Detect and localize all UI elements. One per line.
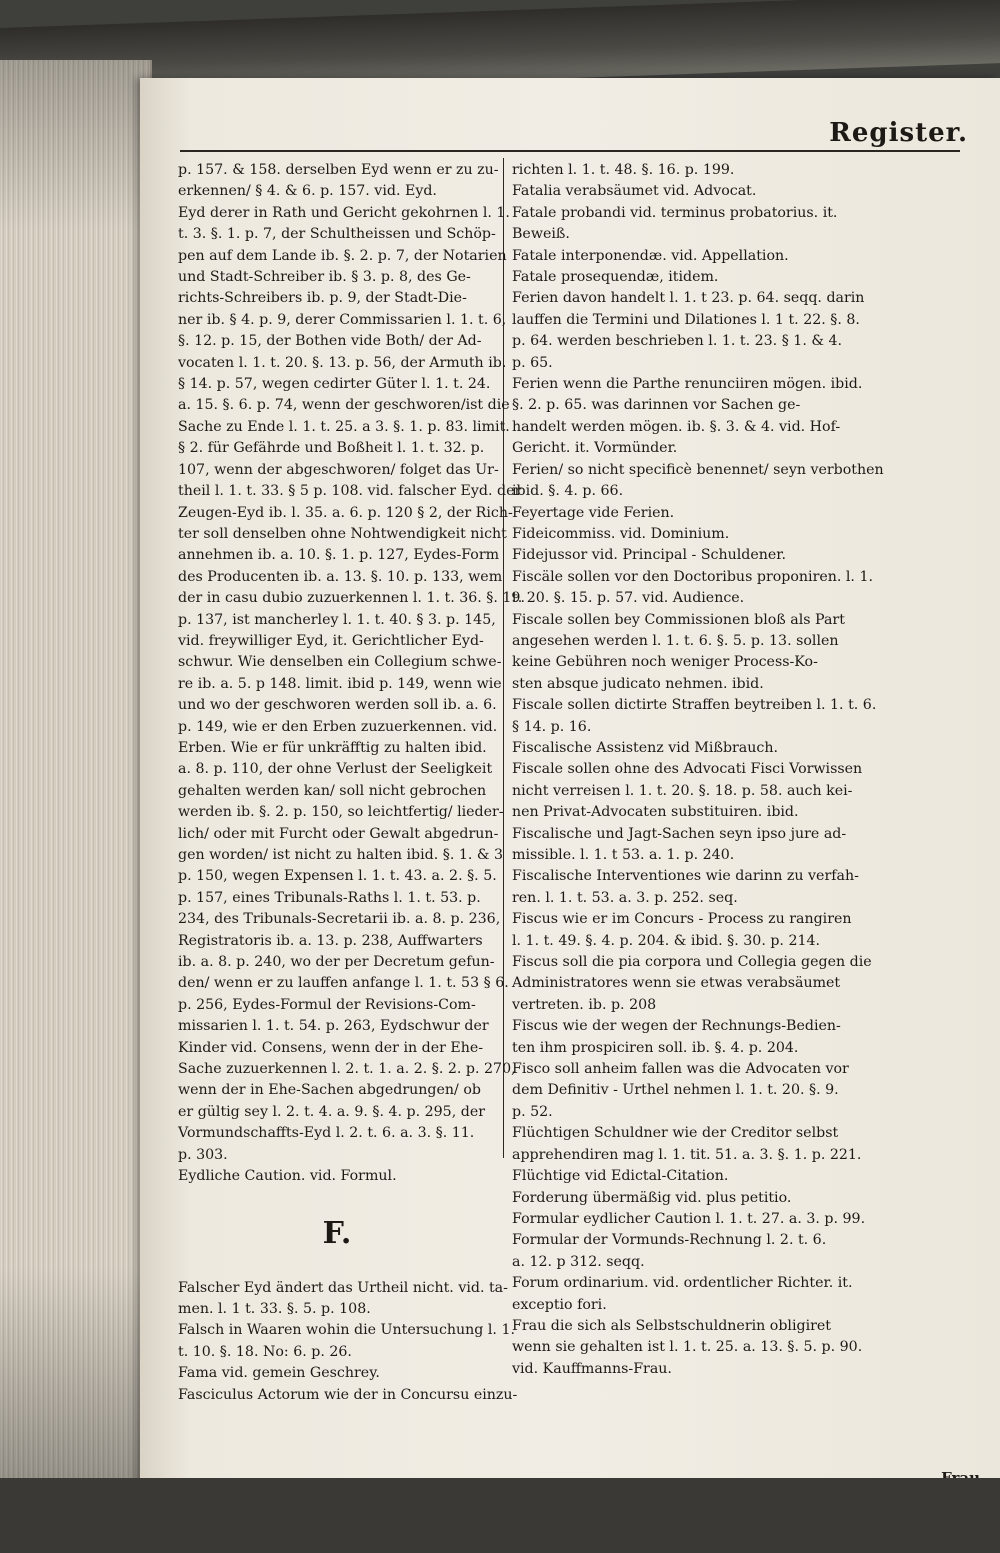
index-line: a. 8. p. 110, der ohne Verlust der Seeligkeit bbox=[178, 761, 493, 778]
index-line: Fatalia verabsäumet vid. Advocat. bbox=[512, 183, 757, 200]
index-line: theil l. 1. t. 33. § 5 p. 108. vid. falscher Eyd. der bbox=[178, 483, 522, 500]
index-line: Formular der Vormunds-Rechnung l. 2. t. 6. bbox=[512, 1232, 827, 1249]
index-line: p. 149, wie er den Erben zuzuerkennen. vid. bbox=[178, 718, 498, 735]
index-line: 107, wenn der abgeschworen/ folget das Ur- bbox=[178, 461, 499, 478]
index-line: gehalten werden kan/ soll nicht gebrochen bbox=[178, 782, 487, 799]
index-line: und wo der geschworen werden soll ib. a. 6. bbox=[178, 697, 497, 714]
header-rule bbox=[180, 150, 960, 152]
index-line: a. 15. §. 6. p. 74, wenn der geschworen/ist die bbox=[178, 397, 510, 414]
index-line: Fasciculus Actorum wie der in Concursu einzu- bbox=[178, 1386, 518, 1403]
index-line: t. 3. §. 1. p. 7, der Schultheissen und Schöp- bbox=[178, 226, 496, 243]
page-header: Register. bbox=[829, 118, 968, 148]
left-column-entries bbox=[178, 160, 525, 1188]
index-line: Beweiß. bbox=[512, 226, 570, 243]
index-line: ibid. §. 4. p. 66. bbox=[512, 483, 624, 500]
index-line: nicht verreisen l. 1. t. 20. §. 18. p. 58. auch kei- bbox=[512, 782, 853, 799]
index-line: 234, des Tribunals-Secretarii ib. a. 8. p. 236, bbox=[178, 911, 501, 928]
index-line: des Producenten ib. a. 13. §. 10. p. 133, wem bbox=[178, 568, 503, 585]
index-line: Fiscale sollen ohne des Advocati Fisci Vorwissen bbox=[512, 761, 863, 778]
index-line: wenn sie gehalten ist l. 1. t. 25. a. 13. §. 5. p. 90. bbox=[512, 1339, 863, 1356]
index-line: vid. Kauffmanns-Frau. bbox=[512, 1360, 672, 1377]
index-line: der in casu dubio zuzuerkennen l. 1. t. 36. §. 19. bbox=[178, 590, 525, 607]
column-divider bbox=[503, 158, 504, 1158]
index-line: keine Gebühren noch weniger Process-Ko- bbox=[512, 654, 818, 671]
index-line: Ferien davon handelt l. 1. t 23. p. 64. seqq. darin bbox=[512, 290, 865, 307]
index-line: ner ib. § 4. p. 9, derer Commissarien l. 1. t. 6, bbox=[178, 311, 507, 328]
index-line: ren. l. 1. t. 53. a. 3. p. 252. seq. bbox=[512, 889, 738, 906]
index-line: Sache zu Ende l. 1. t. 25. a 3. §. 1. p. 83. limit. bbox=[178, 418, 510, 435]
index-line: p. 52. bbox=[512, 1103, 553, 1120]
index-line: Forderung übermäßig vid. plus petitio. bbox=[512, 1189, 792, 1206]
index-line: gen worden/ ist nicht zu halten ibid. §. 1. & 3 bbox=[178, 847, 504, 863]
index-line: §. 12. p. 15, der Bothen vide Both/ der Ad- bbox=[178, 333, 482, 350]
index-line: t. 20. §. 15. p. 57. vid. Audience. bbox=[512, 590, 745, 607]
index-line: § 2. für Gefährde und Boßheit l. 1. t. 32. p. bbox=[178, 440, 485, 457]
index-line: Fiscalische und Jagt-Sachen seyn ipso jure ad- bbox=[512, 825, 847, 842]
index-line: vid. freywilliger Eyd, it. Gerichtlicher Eyd- bbox=[178, 632, 484, 649]
index-line: den/ wenn er zu lauffen anfange l. 1. t. 53 § 6. bbox=[178, 975, 509, 992]
index-line: Erben. Wie er für unkräfftig zu halten ibid. bbox=[178, 739, 487, 756]
index-line: richts-Schreibers ib. p. 9, der Stadt-Die- bbox=[178, 290, 467, 307]
background-bottom bbox=[0, 1478, 1000, 1553]
index-line: Fiscale sollen bey Commissionen bloß als Part bbox=[512, 611, 845, 628]
index-line: ib. a. 8. p. 240, wo der per Decretum gefun- bbox=[178, 954, 495, 971]
index-line: handelt werden mögen. ib. §. 3. & 4. vid. Hof- bbox=[512, 418, 841, 435]
index-line: vertreten. ib. p. 208 bbox=[512, 996, 657, 1013]
index-line: § 14. p. 57, wegen cedirter Güter l. 1. t. 24. bbox=[178, 376, 491, 393]
index-line: l. 1. t. 49. §. 4. p. 204. & ibid. §. 30. p. 214. bbox=[512, 932, 821, 949]
section-letter: F. bbox=[322, 1215, 352, 1251]
index-line: Frau die sich als Selbstschuldnerin obligiret bbox=[512, 1317, 831, 1334]
index-line: Eydliche Caution. vid. Formul. bbox=[178, 1168, 397, 1185]
index-line: Fiscus soll die pia corpora und Collegia gegen die bbox=[512, 954, 872, 971]
index-line: Ferien/ so nicht specificè benennet/ seyn verbothen bbox=[512, 461, 884, 478]
index-line: p. 157. & 158. derselben Eyd wenn er zu zu- bbox=[178, 162, 499, 178]
index-line: er gültig sey l. 2. t. 4. a. 9. §. 4. p. 295, der bbox=[178, 1103, 485, 1120]
index-line: Ferien wenn die Parthe renunciiren mögen. ibid. bbox=[512, 376, 863, 393]
index-line: lich/ oder mit Furcht oder Gewalt abgedrun- bbox=[178, 825, 499, 842]
index-line: Flüchtige vid Edictal-Citation. bbox=[512, 1168, 729, 1185]
index-line: lauffen die Termini und Dilationes l. 1 t. 22. §. 8. bbox=[512, 311, 860, 328]
index-line: Flüchtigen Schuldner wie der Creditor selbst bbox=[512, 1125, 839, 1142]
index-line: a. 12. p 312. seqq. bbox=[512, 1253, 645, 1270]
index-line: p. 303. bbox=[178, 1146, 228, 1163]
index-line: Falscher Eyd ändert das Urtheil nicht. vid. ta- bbox=[178, 1279, 508, 1296]
index-line: Eyd derer in Rath und Gericht gekohrnen l. 1. bbox=[178, 204, 510, 221]
index-line: und Stadt-Schreiber ib. § 3. p. 8, des Ge- bbox=[178, 269, 471, 286]
index-line: p. 64. werden beschrieben l. 1. t. 23. § 1. & 4. bbox=[512, 333, 843, 350]
index-line: ten ihm prospiciren soll. ib. §. 4. p. 204. bbox=[512, 1039, 799, 1056]
left-column-f-entries bbox=[178, 1278, 518, 1406]
index-line: Fiscäle sollen vor den Doctoribus proponiren. l. 1. bbox=[512, 568, 873, 585]
index-line: Fiscus wie der wegen der Rechnungs-Bedien- bbox=[512, 1018, 841, 1035]
index-line: Formular eydlicher Caution l. 1. t. 27. a. 3. p. 99. bbox=[512, 1210, 866, 1227]
index-line: p. 65. bbox=[512, 354, 553, 371]
index-line: p. 157, eines Tribunals-Raths l. 1. t. 53. p. bbox=[178, 889, 481, 906]
index-line: § 14. p. 16. bbox=[512, 718, 592, 735]
index-line: Registratoris ib. a. 13. p. 238, Auffwarters bbox=[178, 932, 483, 949]
index-line: exceptio fori. bbox=[512, 1296, 607, 1313]
right-column-entries bbox=[512, 160, 884, 1380]
index-line: Sache zuzuerkennen l. 2. t. 1. a. 2. §. 2. p. 270, bbox=[178, 1061, 516, 1078]
index-line: Fideicommiss. vid. Dominium. bbox=[512, 525, 730, 542]
index-line: Feyertage vide Ferien. bbox=[512, 504, 675, 521]
index-line: Fatale probandi vid. terminus probatorius. it. bbox=[512, 204, 838, 221]
index-line: Fiscalische Assistenz vid Mißbrauch. bbox=[512, 739, 778, 756]
index-line: Fidejussor vid. Principal - Schuldener. bbox=[512, 547, 787, 564]
index-line: pen auf dem Lande ib. §. 2. p. 7, der Notarien bbox=[178, 247, 507, 264]
index-line: ter soll denselben ohne Nohtwendigkeit nicht bbox=[178, 525, 507, 542]
index-line: erkennen/ § 4. & 6. p. 157. vid. Eyd. bbox=[178, 183, 437, 200]
index-line: richten l. 1. t. 48. §. 16. p. 199. bbox=[512, 162, 735, 178]
index-line: angesehen werden l. 1. t. 6. §. 5. p. 13. sollen bbox=[512, 632, 839, 649]
index-line: Gericht. it. Vormünder. bbox=[512, 440, 678, 457]
book-fore-edge bbox=[0, 60, 152, 1480]
index-line: nen Privat-Advocaten substituiren. ibid. bbox=[512, 804, 799, 821]
index-line: p. 137, ist mancherley l. 1. t. 40. § 3. p. 145, bbox=[178, 611, 496, 628]
index-line: sten absque judicato nehmen. ibid. bbox=[512, 675, 764, 692]
index-line: Kinder vid. Consens, wenn der in der Ehe- bbox=[178, 1039, 484, 1056]
index-line: Fama vid. gemein Geschrey. bbox=[178, 1365, 380, 1382]
index-line: schwur. Wie denselben ein Collegium schwe- bbox=[178, 654, 502, 671]
index-line: t. 10. §. 18. No: 6. p. 26. bbox=[178, 1343, 352, 1360]
index-line: men. l. 1 t. 33. §. 5. p. 108. bbox=[178, 1300, 371, 1317]
index-line: wenn der in Ehe-Sachen abgedrungen/ ob bbox=[178, 1082, 481, 1099]
index-line: re ib. a. 5. p 148. limit. ibid p. 149, wenn wie bbox=[178, 675, 502, 692]
index-line: Forum ordinarium. vid. ordentlicher Richter. it. bbox=[512, 1275, 853, 1292]
index-line: p. 150, wegen Expensen l. 1. t. 43. a. 2. §. 5. bbox=[178, 868, 497, 885]
index-line: Zeugen-Eyd ib. l. 35. a. 6. p. 120 § 2, der Rich- bbox=[178, 504, 513, 521]
right-column bbox=[512, 160, 884, 1380]
index-line: missible. l. 1. t 53. a. 1. p. 240. bbox=[512, 847, 735, 863]
index-line: Fiscus wie er im Concurs - Process zu rangiren bbox=[512, 911, 852, 928]
index-line: Fiscale sollen dictirte Straffen beytreiben l. 1. t. 6. bbox=[512, 697, 877, 714]
left-column bbox=[178, 160, 525, 1406]
index-line: §. 2. p. 65. was darinnen vor Sachen ge- bbox=[512, 397, 801, 414]
index-line: Fiscalische Interventiones wie darinn zu verfah- bbox=[512, 868, 859, 885]
index-line: Administratores wenn sie etwas verabsäumet bbox=[512, 975, 841, 992]
index-line: Fatale prosequendæ, itidem. bbox=[512, 269, 719, 286]
index-line: Falsch in Waaren wohin die Untersuchung l. 1. bbox=[178, 1322, 515, 1339]
index-line: Vormundschaffts-Eyd l. 2. t. 6. a. 3. §. 11. bbox=[178, 1125, 475, 1142]
index-line: p. 256, Eydes-Formul der Revisions-Com- bbox=[178, 996, 476, 1013]
index-line: annehmen ib. a. 10. §. 1. p. 127, Eydes-Form bbox=[178, 547, 500, 564]
index-line: Fatale interponendæ. vid. Appellation. bbox=[512, 247, 789, 264]
index-line: dem Definitiv - Urthel nehmen l. 1. t. 20. §. 9. bbox=[512, 1082, 839, 1099]
index-line: missarien l. 1. t. 54. p. 263, Eydschwur der bbox=[178, 1018, 489, 1035]
index-line: vocaten l. 1. t. 20. §. 13. p. 56, der Armuth ib. bbox=[178, 354, 507, 371]
index-line: werden ib. §. 2. p. 150, so leichtfertig/ lieder- bbox=[178, 804, 504, 821]
index-line: apprehendiren mag l. 1. tit. 51. a. 3. §. 1. p. 221. bbox=[512, 1146, 862, 1163]
index-line: Fisco soll anheim fallen was die Advocaten vor bbox=[512, 1061, 849, 1078]
